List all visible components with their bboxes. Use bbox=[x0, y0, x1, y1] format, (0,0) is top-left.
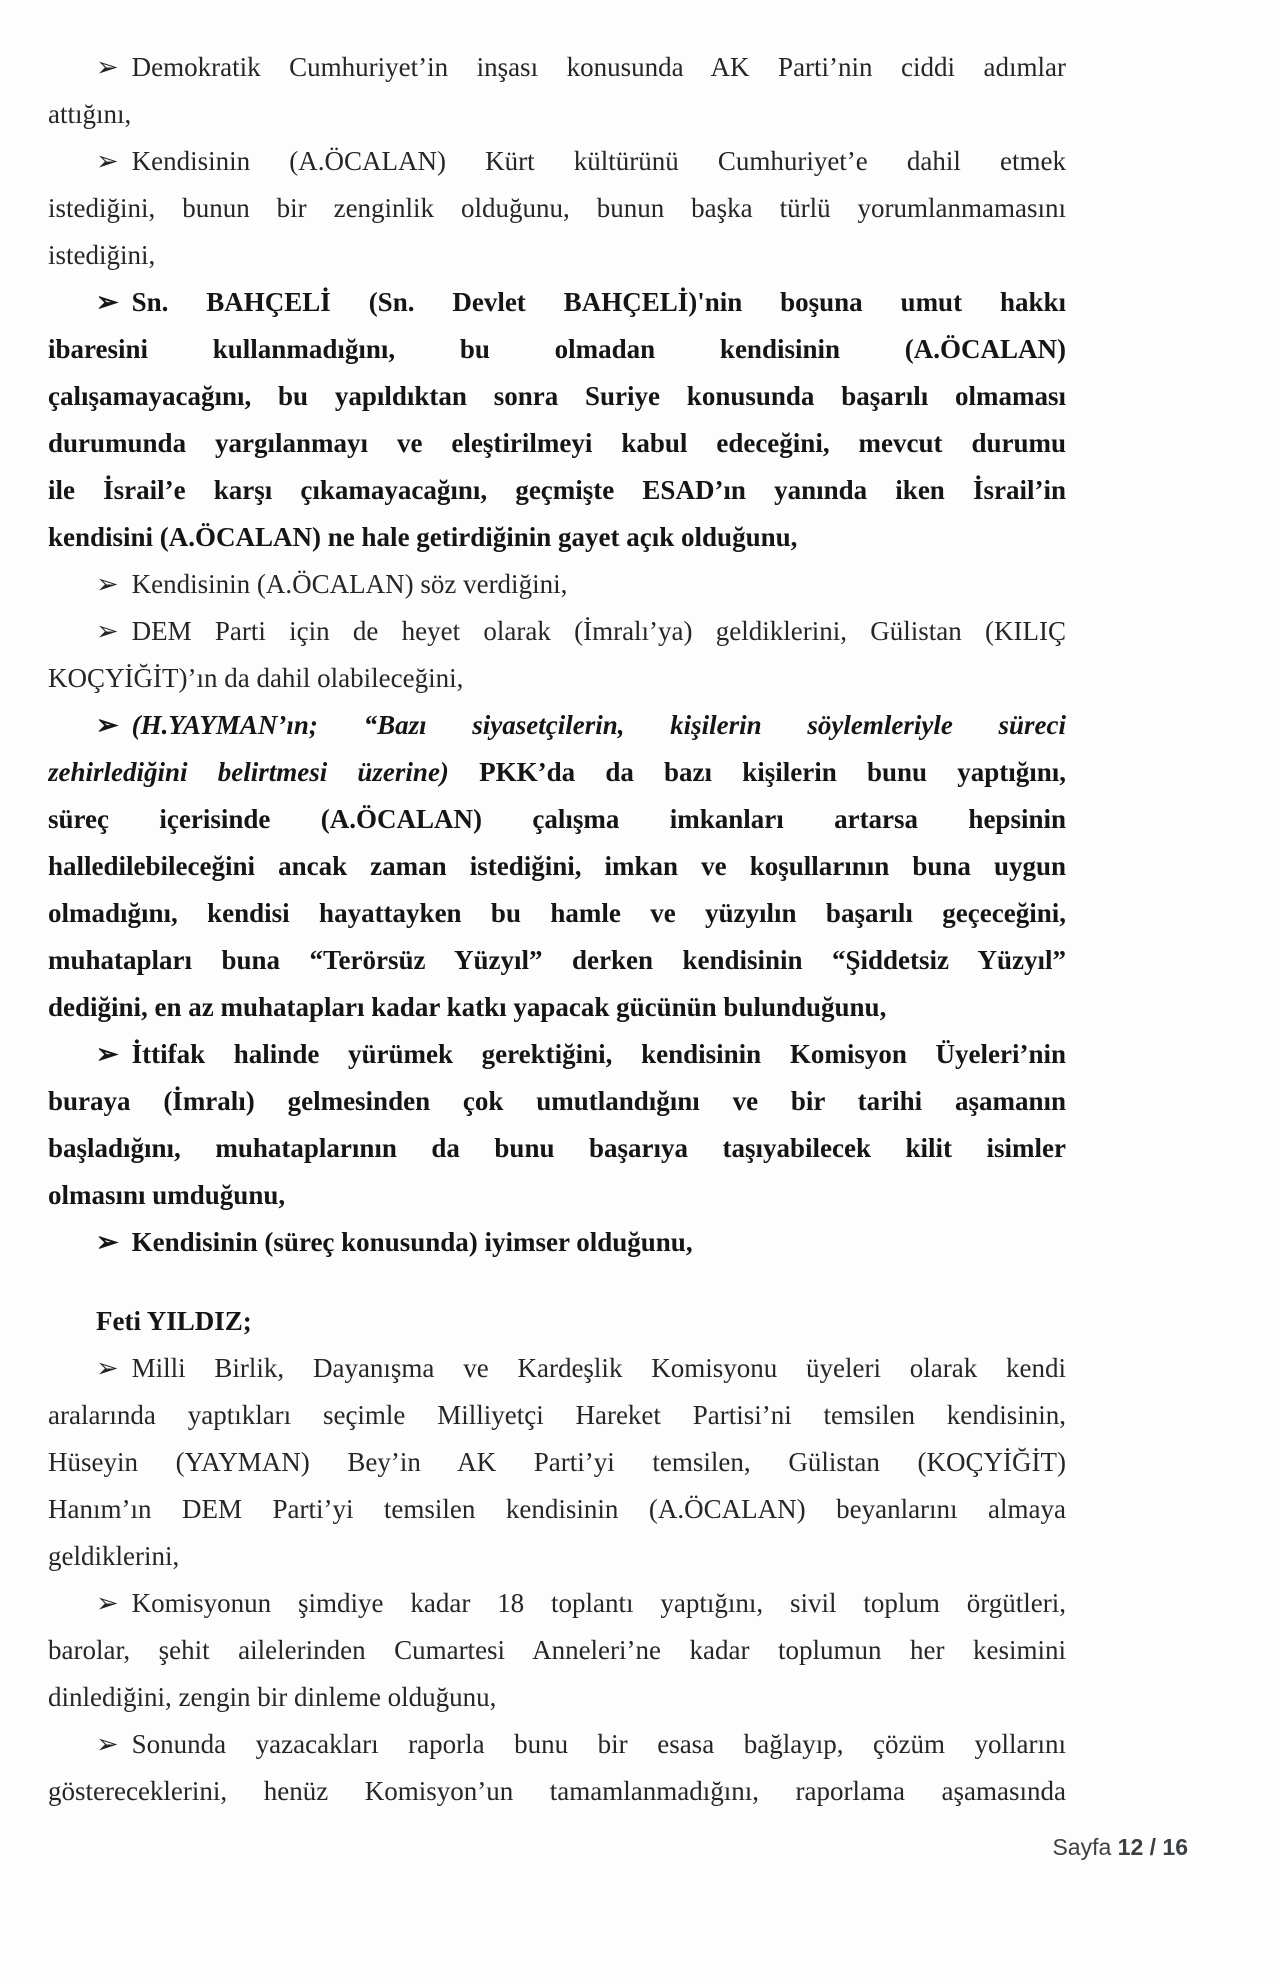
text-line bbox=[48, 655, 1066, 702]
page-footer bbox=[1052, 1834, 1188, 1861]
text-segment: DEM Parti için de heyet olarak (İmralı’ya) geldiklerini, Gülistan (KILIÇ bbox=[131, 616, 1066, 646]
text-line bbox=[48, 1486, 1066, 1533]
page-footer-label: Sayfa bbox=[1052, 1834, 1118, 1860]
text-line bbox=[48, 420, 1066, 467]
bullet-arrow-icon: ➢ bbox=[96, 146, 119, 176]
text-line bbox=[48, 1533, 1066, 1580]
text-line bbox=[48, 1125, 1066, 1172]
text-line bbox=[48, 702, 1066, 749]
text-line bbox=[48, 608, 1066, 655]
document-body bbox=[48, 44, 1066, 1815]
text-segment: göstereceklerini, henüz Komisyon’un tamamlanmadığını, raporlama aşamasında bbox=[48, 1776, 1066, 1806]
text-segment: aralarında yaptıkları seçimle Milliyetçi Hareket Partisi’ni temsilen kendisinin, bbox=[48, 1400, 1066, 1430]
bullet-arrow-icon: ➢ bbox=[96, 1729, 119, 1759]
text-segment: muhatapları buna “Terörsüz Yüzyıl” derken kendisinin “Şiddetsiz Yüzyıl” bbox=[48, 945, 1066, 975]
text-segment: ibaresini kullanmadığını, bu olmadan kendisinin (A.ÖCALAN) bbox=[48, 334, 1066, 364]
text-segment: durumunda yargılanmayı ve eleştirilmeyi kabul edeceğini, mevcut durumu bbox=[48, 428, 1066, 458]
text-segment: başladığını, muhataplarının da bunu başarıya taşıyabilecek kilit isimler bbox=[48, 1133, 1066, 1163]
text-line bbox=[48, 279, 1066, 326]
bullet-arrow-icon: ➢ bbox=[96, 1588, 119, 1618]
text-segment: Kendisinin (A.ÖCALAN) Kürt kültürünü Cumhuriyet’e dahil etmek bbox=[131, 146, 1066, 176]
page-number: 12 / 16 bbox=[1117, 1834, 1188, 1860]
section-heading bbox=[48, 1298, 1066, 1345]
text-line bbox=[48, 890, 1066, 937]
text-line bbox=[48, 1392, 1066, 1439]
bullet-arrow-icon: ➢ bbox=[96, 1353, 119, 1383]
text-segment: attığını, bbox=[48, 99, 132, 129]
text-line bbox=[48, 1721, 1066, 1768]
text-segment: dinlediğini, zengin bir dinleme olduğunu, bbox=[48, 1682, 497, 1712]
text-segment: (H.YAYMAN’ın; “Bazı siyasetçilerin, kişilerin söylemleriyle süreci bbox=[131, 710, 1066, 740]
text-segment: ile İsrail’e karşı çıkamayacağını, geçmişte ESAD’ın yanında iken İsrail’in bbox=[48, 475, 1066, 505]
text-segment: zehirlediğini belirtmesi üzerine) bbox=[48, 757, 449, 787]
text-segment: geldiklerini, bbox=[48, 1541, 180, 1571]
text-segment: dediğini, en az muhatapları kadar katkı yapacak gücünün bulunduğunu, bbox=[48, 992, 887, 1022]
text-segment: olmasını umduğunu, bbox=[48, 1180, 286, 1210]
text-line bbox=[48, 561, 1066, 608]
text-segment: çalışamayacağını, bu yapıldıktan sonra Suriye konusunda başarılı olmaması bbox=[48, 381, 1066, 411]
text-line bbox=[48, 467, 1066, 514]
bullet-arrow-icon: ➢ bbox=[96, 569, 119, 599]
text-segment: Sn. BAHÇELİ (Sn. Devlet BAHÇELİ)'nin boşuna umut hakkı bbox=[131, 287, 1066, 317]
text-segment: Kendisinin (A.ÖCALAN) söz verdiğini, bbox=[131, 569, 568, 599]
text-segment: Milli Birlik, Dayanışma ve Kardeşlik Komisyonu üyeleri olarak kendi bbox=[131, 1353, 1066, 1383]
text-segment: buraya (İmralı) gelmesinden çok umutlandığını ve bir tarihi aşamanın bbox=[48, 1086, 1066, 1116]
text-segment: Komisyonun şimdiye kadar 18 toplantı yaptığını, sivil toplum örgütleri, bbox=[131, 1588, 1066, 1618]
text-segment: Demokratik Cumhuriyet’in inşası konusunda AK Parti’nin ciddi adımlar bbox=[131, 52, 1066, 82]
text-line bbox=[48, 138, 1066, 185]
text-line bbox=[48, 1580, 1066, 1627]
text-segment: istediğini, bbox=[48, 240, 156, 270]
bullet-arrow-icon: ➢ bbox=[96, 710, 119, 740]
text-line bbox=[48, 1439, 1066, 1486]
text-segment: olmadığını, kendisi hayattayken bu hamle ve yüzyılın başarılı geçeceğini, bbox=[48, 898, 1066, 928]
bullet-arrow-icon: ➢ bbox=[96, 287, 119, 317]
text-segment: KOÇYİĞİT)’ın da dahil olabileceğini, bbox=[48, 663, 464, 693]
text-segment: Hüseyin (YAYMAN) Bey’in AK Parti’yi temsilen, Gülistan (KOÇYİĞİT) bbox=[48, 1447, 1066, 1477]
text-segment: kendisini (A.ÖCALAN) ne hale getirdiğinin gayet açık olduğunu, bbox=[48, 522, 798, 552]
text-segment: barolar, şehit ailelerinden Cumartesi Anneleri’ne kadar toplumun her kesimini bbox=[48, 1635, 1066, 1665]
text-line bbox=[48, 796, 1066, 843]
text-segment: İttifak halinde yürümek gerektiğini, kendisinin Komisyon Üyeleri’nin bbox=[131, 1039, 1066, 1069]
text-line bbox=[48, 1219, 1066, 1266]
bullet-arrow-icon: ➢ bbox=[96, 1227, 119, 1257]
text-segment: süreç içerisinde (A.ÖCALAN) çalışma imkanları artarsa hepsinin bbox=[48, 804, 1066, 834]
bullet-arrow-icon: ➢ bbox=[96, 616, 119, 646]
text-line bbox=[48, 91, 1066, 138]
text-segment: Feti YILDIZ; bbox=[96, 1306, 252, 1336]
text-segment: istediğini, bunun bir zenginlik olduğunu, bunun başka türlü yorumlanmamasını bbox=[48, 193, 1066, 223]
text-segment: Sonunda yazacakları raporla bunu bir esasa bağlayıp, çözüm yollarını bbox=[131, 1729, 1066, 1759]
text-line bbox=[48, 1172, 1066, 1219]
text-line bbox=[48, 1345, 1066, 1392]
text-segment: Kendisinin (süreç konusunda) iyimser olduğunu, bbox=[131, 1227, 693, 1257]
text-line bbox=[48, 514, 1066, 561]
bullet-arrow-icon: ➢ bbox=[96, 52, 119, 82]
text-line bbox=[48, 749, 1066, 796]
text-line bbox=[48, 1627, 1066, 1674]
text-line bbox=[48, 44, 1066, 91]
text-line bbox=[48, 373, 1066, 420]
text-segment: halledilebileceğini ancak zaman istediğini, imkan ve koşullarının buna uygun bbox=[48, 851, 1066, 881]
text-line bbox=[48, 984, 1066, 1031]
text-line bbox=[48, 326, 1066, 373]
text-line bbox=[48, 1031, 1066, 1078]
bullet-arrow-icon: ➢ bbox=[96, 1039, 119, 1069]
text-line bbox=[48, 185, 1066, 232]
text-line bbox=[48, 1078, 1066, 1125]
text-segment: PKK’da da bazı kişilerin bunu yaptığını, bbox=[448, 757, 1066, 787]
text-line bbox=[48, 843, 1066, 890]
text-line bbox=[48, 937, 1066, 984]
text-segment: Hanım’ın DEM Parti’yi temsilen kendisinin (A.ÖCALAN) beyanlarını almaya bbox=[48, 1494, 1066, 1524]
text-line bbox=[48, 232, 1066, 279]
text-line bbox=[48, 1674, 1066, 1721]
text-line bbox=[48, 1768, 1066, 1815]
